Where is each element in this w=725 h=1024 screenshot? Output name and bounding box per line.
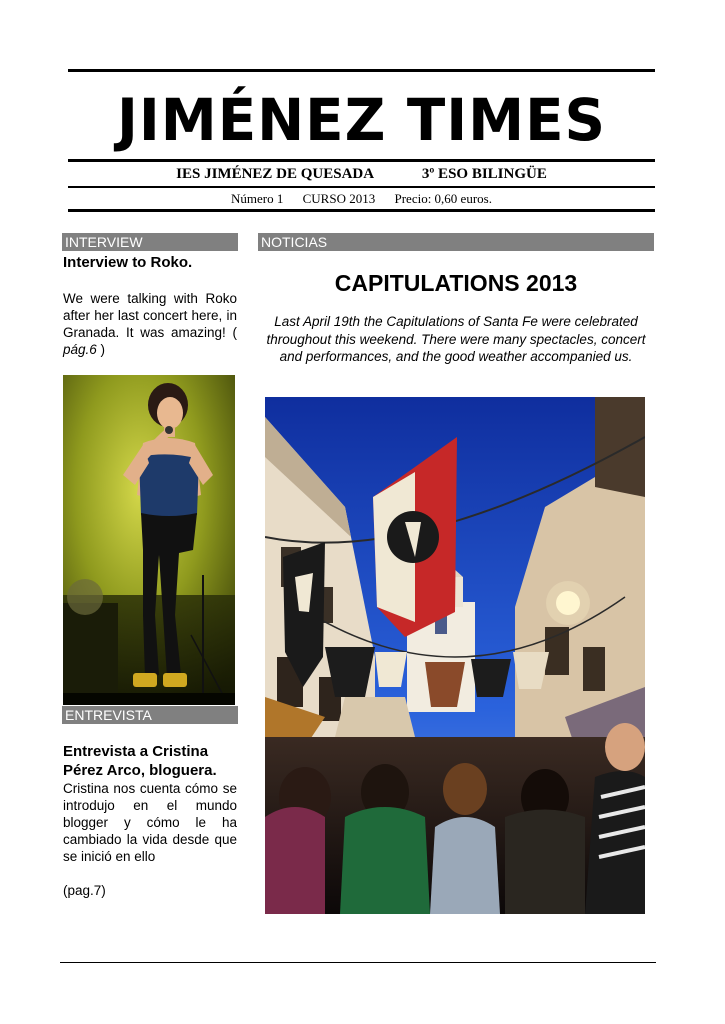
capitulations-festival-photo xyxy=(265,397,645,914)
section-bar-entrevista: ENTREVISTA xyxy=(62,706,238,724)
interview-headline: Interview to Roko. xyxy=(63,254,193,271)
issue-price: Precio: 0,60 euros. xyxy=(394,191,492,206)
masthead-subhead xyxy=(68,164,655,184)
entrevista-headline: Entrevista a Cristina Pérez Arco, bloguera. xyxy=(63,743,217,779)
section-bar-noticias: NOTICIAS xyxy=(258,233,654,251)
main-lead: Last April 19th the Capitulations of Santa Fe were celebrated throughout this weekend. There were many spectacles, concert and performances, and the good weather accompanied us. xyxy=(266,314,646,364)
course-year: CURSO 2013 xyxy=(302,191,376,206)
entrevista-article xyxy=(63,742,237,899)
issue-number: Número 1 xyxy=(231,191,284,206)
interview-body-close: ) xyxy=(96,342,106,357)
interview-article xyxy=(63,253,237,358)
masthead-sub-rule xyxy=(68,186,655,188)
issue-line xyxy=(68,190,655,208)
entrevista-body: Cristina nos cuenta cómo se introdujo en el mundo blogger y cómo le ha cambiado la vida desde que se inició en ello xyxy=(63,781,237,864)
school-name: IES JIMÉNEZ DE QUESADA xyxy=(176,166,375,182)
masthead-title: JIMÉNEZ TIMES xyxy=(116,86,607,154)
roko-concert-photo xyxy=(63,375,235,705)
masthead-mid-rule xyxy=(68,159,655,162)
section-bar-interview: INTERVIEW xyxy=(62,233,238,251)
masthead-bottom-rule xyxy=(68,209,655,212)
footer-rule xyxy=(60,962,656,963)
interview-body xyxy=(63,290,237,358)
interview-body-text: We were talking with Roko after her last concert here, in Granada. It was amazing! ( xyxy=(63,291,237,340)
main-headline: CAPITULATIONS 2013 xyxy=(334,270,578,296)
interview-page-ref: pág.6 xyxy=(63,342,97,357)
masthead-top-rule xyxy=(68,69,655,72)
program-name: 3º ESO BILINGÜE xyxy=(421,166,547,182)
entrevista-page-ref: (pag.7) xyxy=(63,883,106,898)
